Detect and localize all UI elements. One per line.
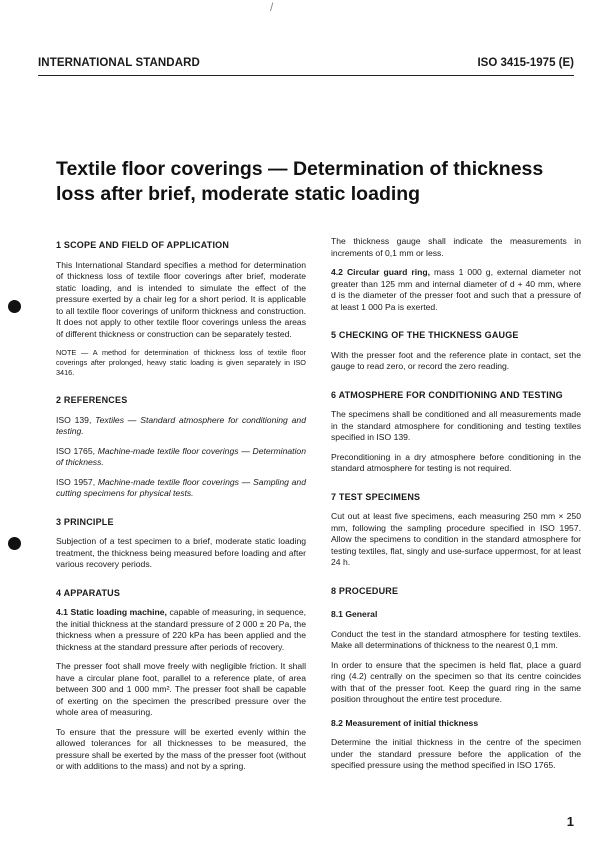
section-3-text: Subjection of a test specimen to a brief, moderate static loading treatment, the thickness being measured before loading and after various recovery periods.: [56, 536, 306, 569]
section-8-1-text-2: In order to ensure that the specimen is held flat, place a guard ring (4.2) centrally on the specimen so that its centre coincides with that of the presser foot. Keep the guard ring in the same position throughout the entire test procedure.: [331, 659, 581, 704]
section-4-1-text: [56, 607, 306, 653]
header-standard-number: ISO 3415-1975 (E): [477, 57, 574, 69]
section-8-1-text-1: Conduct the test in the standard atmosphere for testing textiles. Make all determinations of thickness to the nearest 0,1 mm.: [331, 628, 581, 650]
section-1-text: This International Standard specifies a method for determination of thickness loss of textile floor coverings after brief, moderate static loading, and is intended to simulate the effect of the pressure exerted by a chair leg for a short period. It is applicable to all textile floor coverings of uniform thickness and construction. It does not apply to other textile floor coverings unless the areas of different thickness or construction can be separately tested.: [56, 259, 306, 339]
page-number: 1: [566, 814, 574, 829]
section-6-text-2: Preconditioning in a dry atmosphere before conditioning in the standard atmosphere for testing is not required.: [331, 451, 581, 473]
section-8-2-heading: 8.2 Measurement of initial thickness: [331, 717, 479, 728]
header-standard-label: INTERNATIONAL STANDARD: [38, 57, 200, 69]
top-mark: /: [270, 0, 274, 14]
section-5-text: With the presser foot and the reference plate in contact, set the gauge to read zero, or record the zero reading.: [331, 349, 581, 371]
section-4-2-text: [331, 267, 581, 313]
reference-code: ISO 1957,: [56, 476, 98, 487]
section-3-heading: 3 PRINCIPLE: [56, 516, 114, 527]
section-7-text: Cut out at least five specimens, each measuring 250 mm × 250 mm, following the sampling procedure specified in ISO 1957. Allow the specimens to condition in the standard atmosphere for testing textiles, flat, singly and use-surface uppermost, for at least 24 h.: [331, 511, 581, 567]
left-column: [56, 236, 306, 781]
punch-hole-icon: [8, 300, 21, 313]
section-4-2-body: mass 1 000 g, external diameter not greater than 125 mm and internal diameter of d + 40 mm, where d is the diameter of the presser foot and such that a pressure of at least 1 000 Pa is exerted.: [331, 267, 581, 312]
section-8-1-heading: 8.1 General: [331, 609, 378, 619]
reference-iso-1957: [56, 477, 306, 500]
right-column: [331, 236, 581, 780]
section-8-heading: 8 PROCEDURE: [331, 585, 399, 596]
reference-title: Machine-made textile floor coverings — Determination of thickness.: [56, 445, 306, 467]
section-4-heading: 4 APPARATUS: [56, 587, 121, 598]
header-divider: [38, 75, 574, 76]
reference-title: Machine-made textile floor coverings — Sampling and cutting specimens for physical tests.: [56, 476, 306, 498]
section-1-note: NOTE — A method for determination of thickness loss of textile floor coverings after prolonged, heavy static loading is given separately in ISO 3416.: [56, 348, 306, 377]
section-4-1-body: capable of measuring, in sequence, the initial thickness at the standard pressure of 2 000 ± 20 Pa, the thickness when a pressure of 220 kPa has been applied and the thickness at the standard pressure after periods of recovery.: [56, 607, 306, 652]
section-1-heading: 1 SCOPE AND FIELD OF APPLICATION: [56, 240, 230, 250]
document-title: Textile floor coverings — Determination of thickness loss after brief, moderate static loading: [56, 158, 544, 205]
reference-title: Textiles — Standard atmosphere for conditioning and testing.: [56, 414, 306, 436]
section-5-heading: 5 CHECKING OF THE THICKNESS GAUGE: [331, 330, 519, 340]
section-6-text-1: The specimens shall be conditioned and all measurements made in the standard atmosphere for conditioning and testing textiles specified in ISO 139.: [331, 409, 581, 442]
reference-iso-139: [56, 415, 306, 438]
section-4-text-2: The presser foot shall move freely with negligible friction. It shall have a circular plane foot, parallel to a reference plate, of area between 300 and 1 000 mm². The presser foot shall be capable of exerting on the specimen the prescribed pressure over the whole area of measuring.: [56, 661, 306, 717]
reference-iso-1765: [56, 446, 306, 469]
gauge-increment-text: The thickness gauge shall indicate the measurements in increments of 0,1 mm or less.: [331, 236, 581, 258]
section-7-heading: 7 TEST SPECIMENS: [331, 491, 421, 502]
section-2-heading: 2 REFERENCES: [56, 395, 128, 405]
section-4-2-label: 4.2 Circular guard ring,: [331, 267, 431, 277]
section-4-text-3: To ensure that the pressure will be exerted evenly within the allowed tolerances for all thicknesses to be measured, the pressure shall be exerted by the mass of the presser foot (without or with additions to the mass) and not by a spring.: [56, 726, 306, 771]
reference-code: ISO 1765,: [56, 445, 98, 456]
section-4-1-label: 4.1 Static loading machine,: [56, 607, 167, 617]
punch-hole-icon: [8, 537, 21, 550]
section-8-2-text: Determine the initial thickness in the centre of the specimen under the standard pressure before the application of the specified pressure using the method specified in ISO 1765.: [331, 737, 581, 770]
section-6-heading: 6 ATMOSPHERE FOR CONDITIONING AND TESTING: [331, 389, 563, 400]
reference-code: ISO 139,: [56, 414, 96, 425]
